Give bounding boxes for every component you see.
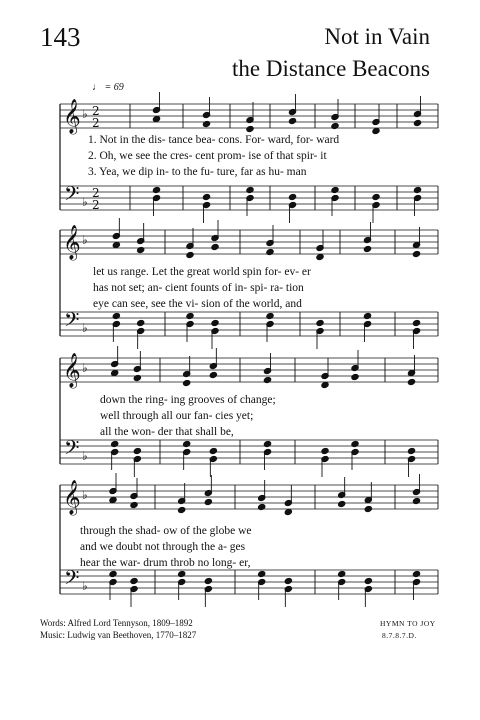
time-signature-bottom: 2	[92, 198, 100, 212]
treble-clef-icon: 𝄞	[63, 225, 81, 260]
note-head	[288, 117, 296, 124]
note-head	[209, 447, 217, 454]
note-head	[246, 186, 254, 193]
flat-icon: ♭	[82, 233, 88, 247]
note-head	[133, 374, 141, 381]
note-head	[109, 570, 117, 577]
note-head	[351, 440, 359, 447]
note-head	[133, 447, 141, 454]
note-head	[338, 570, 346, 577]
flat-icon: ♭	[82, 321, 88, 335]
note-head	[412, 250, 420, 257]
tune-name: HYMN TO JOY	[380, 619, 436, 628]
treble-clef-icon: 𝄞	[63, 353, 81, 388]
meter: 8.7.8.7.D.	[382, 631, 417, 640]
note-head	[412, 570, 420, 577]
note-head	[288, 193, 296, 200]
lyric-line: hear the war- drum throb no long- er,	[80, 557, 251, 569]
flat-icon: ♭	[82, 488, 88, 502]
lyric-line: down the ring- ing grooves of change;	[100, 394, 276, 406]
note-head	[152, 186, 160, 193]
bass-clef-icon: 𝄢	[64, 566, 80, 594]
time-signature-top: 2	[92, 104, 100, 118]
note-head	[372, 193, 380, 200]
note-head	[363, 245, 371, 252]
note-head	[211, 319, 219, 326]
note-head	[331, 122, 339, 129]
treble-clef-icon: 𝄞	[63, 99, 81, 134]
note-head	[413, 186, 421, 193]
lyric-line: has not set; an- cient founts of in- spi- ra- tion	[93, 282, 304, 294]
note-head	[316, 253, 324, 260]
flat-icon: ♭	[82, 107, 88, 121]
time-signature-bottom: 2	[92, 116, 100, 130]
flat-icon: ♭	[82, 449, 88, 463]
note-head	[263, 376, 271, 383]
note-head	[112, 312, 120, 319]
lyric-line: well through all our fan- cies yet;	[100, 410, 254, 422]
flat-icon: ♭	[82, 579, 88, 593]
note-head	[407, 447, 415, 454]
note-head	[111, 440, 119, 447]
note-head	[137, 319, 145, 326]
note-head	[321, 447, 329, 454]
lyric-line: 2. Oh, we see the cres- cent prom- ise of that spir- it	[88, 150, 327, 162]
note-head	[331, 186, 339, 193]
note-head	[316, 319, 324, 326]
bass-clef-icon: 𝄢	[64, 308, 80, 336]
note-head	[152, 115, 160, 122]
note-head	[263, 440, 271, 447]
note-head	[266, 312, 274, 319]
flat-icon: ♭	[82, 361, 88, 375]
tempo-marking: ♩ = 69	[92, 82, 124, 93]
note-head	[321, 381, 329, 388]
note-head	[178, 570, 186, 577]
hymn-title-line-1: Not in Vain	[324, 24, 430, 49]
note-head	[202, 120, 210, 127]
note-head	[364, 577, 372, 584]
note-head	[372, 127, 380, 134]
note-head	[211, 243, 219, 250]
flat-icon: ♭	[82, 195, 88, 209]
note-head	[183, 440, 191, 447]
note-head	[202, 193, 210, 200]
note-head	[130, 501, 138, 508]
note-head	[412, 319, 420, 326]
note-head	[183, 379, 191, 386]
note-head	[284, 577, 292, 584]
note-head	[258, 503, 266, 510]
note-head	[266, 248, 274, 255]
treble-clef-icon: 𝄞	[63, 480, 81, 515]
note-head	[246, 125, 254, 132]
note-head	[284, 508, 292, 515]
note-head	[137, 246, 145, 253]
note-head	[186, 312, 194, 319]
lyric-line: 3. Yea, we dip in- to the fu- ture, far as hu- man	[88, 166, 307, 178]
lyric-line: 1. Not in the dis- tance bea- cons. For- ward, for- ward	[88, 134, 340, 146]
bass-clef-icon: 𝄢	[64, 436, 80, 464]
lyric-line: eye can see, see the vi- sion of the world, and	[93, 298, 302, 310]
lyric-line: let us range. Let the great world spin for- ev- er	[93, 266, 311, 278]
note-head	[204, 577, 212, 584]
note-head	[351, 373, 359, 380]
note-head	[338, 500, 346, 507]
note-head	[109, 496, 117, 503]
lyric-line: through the shad- ow of the globe we	[80, 525, 252, 537]
note-head	[412, 497, 420, 504]
music-credit: Music: Ludwig van Beethoven, 1770–1827	[40, 630, 197, 640]
note-head	[364, 505, 372, 512]
note-head	[130, 577, 138, 584]
bass-clef-icon: 𝄢	[64, 182, 80, 210]
note-head	[407, 378, 415, 385]
note-head	[111, 369, 119, 376]
time-signature-top: 2	[92, 186, 100, 200]
lyric-line: all the won- der that shall be,	[100, 426, 234, 438]
note-head	[178, 506, 186, 513]
note-head	[363, 312, 371, 319]
note-head	[258, 570, 266, 577]
words-credit: Words: Alfred Lord Tennyson, 1809–1892	[40, 618, 193, 628]
hymn-title-line-2: the Distance Beacons	[232, 56, 430, 81]
note-head	[204, 498, 212, 505]
note-head	[209, 371, 217, 378]
note-head	[413, 119, 421, 126]
note-head	[112, 241, 120, 248]
hymn-number: 143	[40, 22, 81, 52]
note-head	[186, 251, 194, 258]
lyric-line: and we doubt not through the a- ges	[80, 541, 246, 553]
